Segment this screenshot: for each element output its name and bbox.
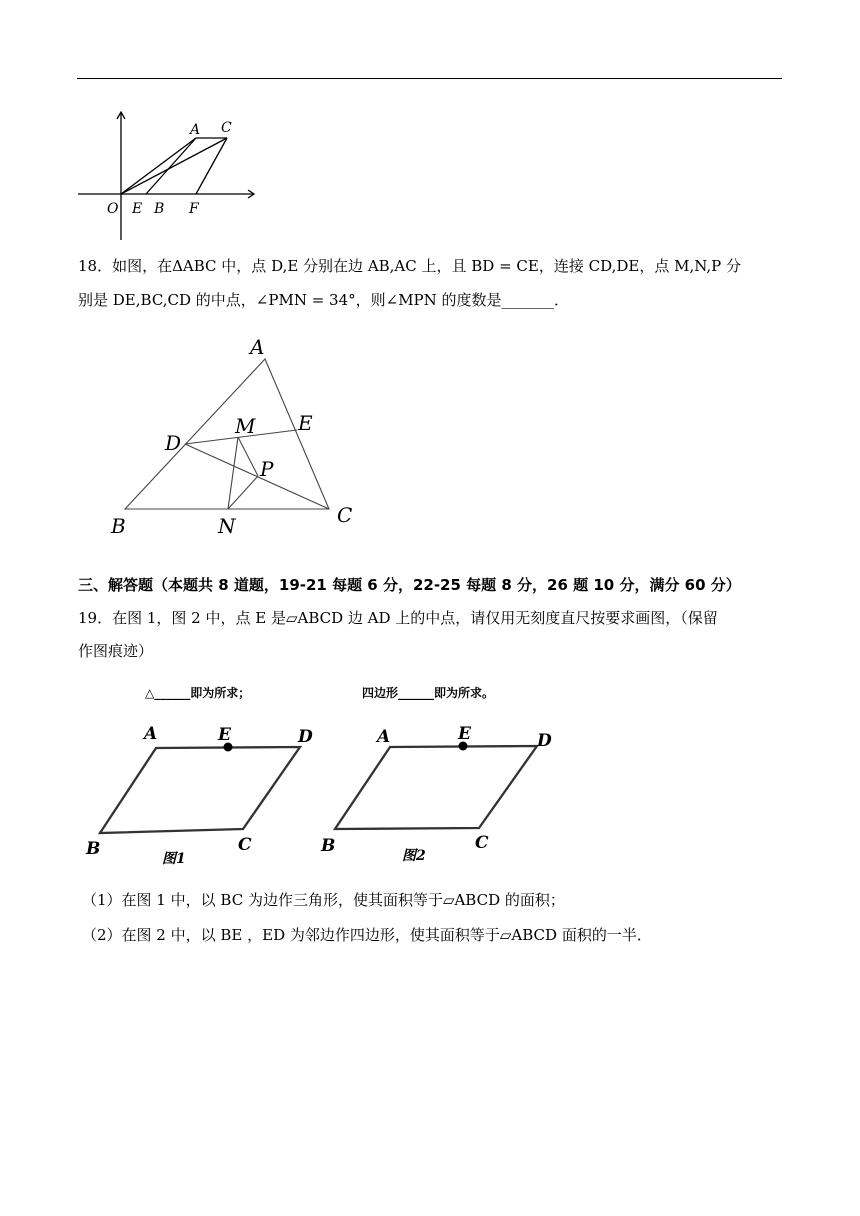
label-B: B <box>154 201 165 217</box>
label-A: A <box>250 335 265 359</box>
label-D: D <box>537 731 552 751</box>
q19-answer-1: △______即为所求； <box>145 686 251 700</box>
label-E: E <box>458 724 471 744</box>
q19-figure-1 <box>80 715 320 870</box>
section-3-heading: 三、解答题（本题共 8 道题，19-21 每题 6 分，22-25 每题 8 分，26 题 10 分，满分 60 分） <box>78 576 741 594</box>
segment-MN <box>228 437 238 509</box>
segment-OA <box>121 138 196 194</box>
segment-EA <box>146 138 196 194</box>
label-B: B <box>111 514 126 538</box>
label-C: C <box>221 120 232 136</box>
q17-figure <box>70 105 270 245</box>
label-B: B <box>321 836 336 856</box>
label-P: P <box>260 457 274 481</box>
segment-NP <box>228 476 258 509</box>
label-D: D <box>298 727 313 747</box>
label-F: F <box>189 201 199 217</box>
label-C: C <box>475 833 489 853</box>
label-O: O <box>107 201 119 217</box>
label-C: C <box>337 503 353 527</box>
label-N: N <box>218 514 236 538</box>
q19-figure-2 <box>315 715 565 870</box>
figure-1-caption: 图1 <box>162 851 186 867</box>
label-C: C <box>238 835 252 855</box>
label-E: E <box>298 411 313 435</box>
q19-part-2: （2）在图 2 中，以 BE ，ED 为邻边作四边形，使其面积等于▱ABCD 面积的一半． <box>82 926 652 944</box>
label-A: A <box>190 122 201 138</box>
parallelogram-ABCD <box>335 746 537 829</box>
figure-2-caption: 图2 <box>402 848 426 864</box>
label-A: A <box>144 724 158 744</box>
header-rule <box>77 78 782 79</box>
label-E: E <box>132 201 143 217</box>
parallelogram-ABCD <box>100 747 300 833</box>
segment-MP <box>238 437 258 476</box>
label-B: B <box>86 839 101 859</box>
q19-part-1: （1）在图 1 中，以 BC 为边作三角形，使其面积等于▱ABCD 的面积； <box>82 891 565 909</box>
q18-figure <box>105 332 365 542</box>
label-M: M <box>235 414 256 438</box>
q18-line2: 别是 DE,BC,CD 的中点，∠PMN = 34°，则∠MPN 的度数是_______． <box>78 291 570 309</box>
label-D: D <box>165 431 182 455</box>
q18-line1: 18．如图，在ΔABC 中，点 D,E 分别在边 AB,AC 上，且 BD = CE，连接 CD,DE，点 M,N,P 分 <box>78 257 742 275</box>
q19-answer-2: 四边形______即为所求。 <box>362 686 495 700</box>
label-E: E <box>218 725 231 745</box>
q19-line2: 作图痕迹） <box>78 642 154 660</box>
q19-line1: 19．在图 1，图 2 中，点 E 是▱ABCD 边 AD 上的中点，请仅用无刻度直尺按要求画图，（保留 <box>78 609 718 627</box>
label-A: A <box>377 727 391 747</box>
